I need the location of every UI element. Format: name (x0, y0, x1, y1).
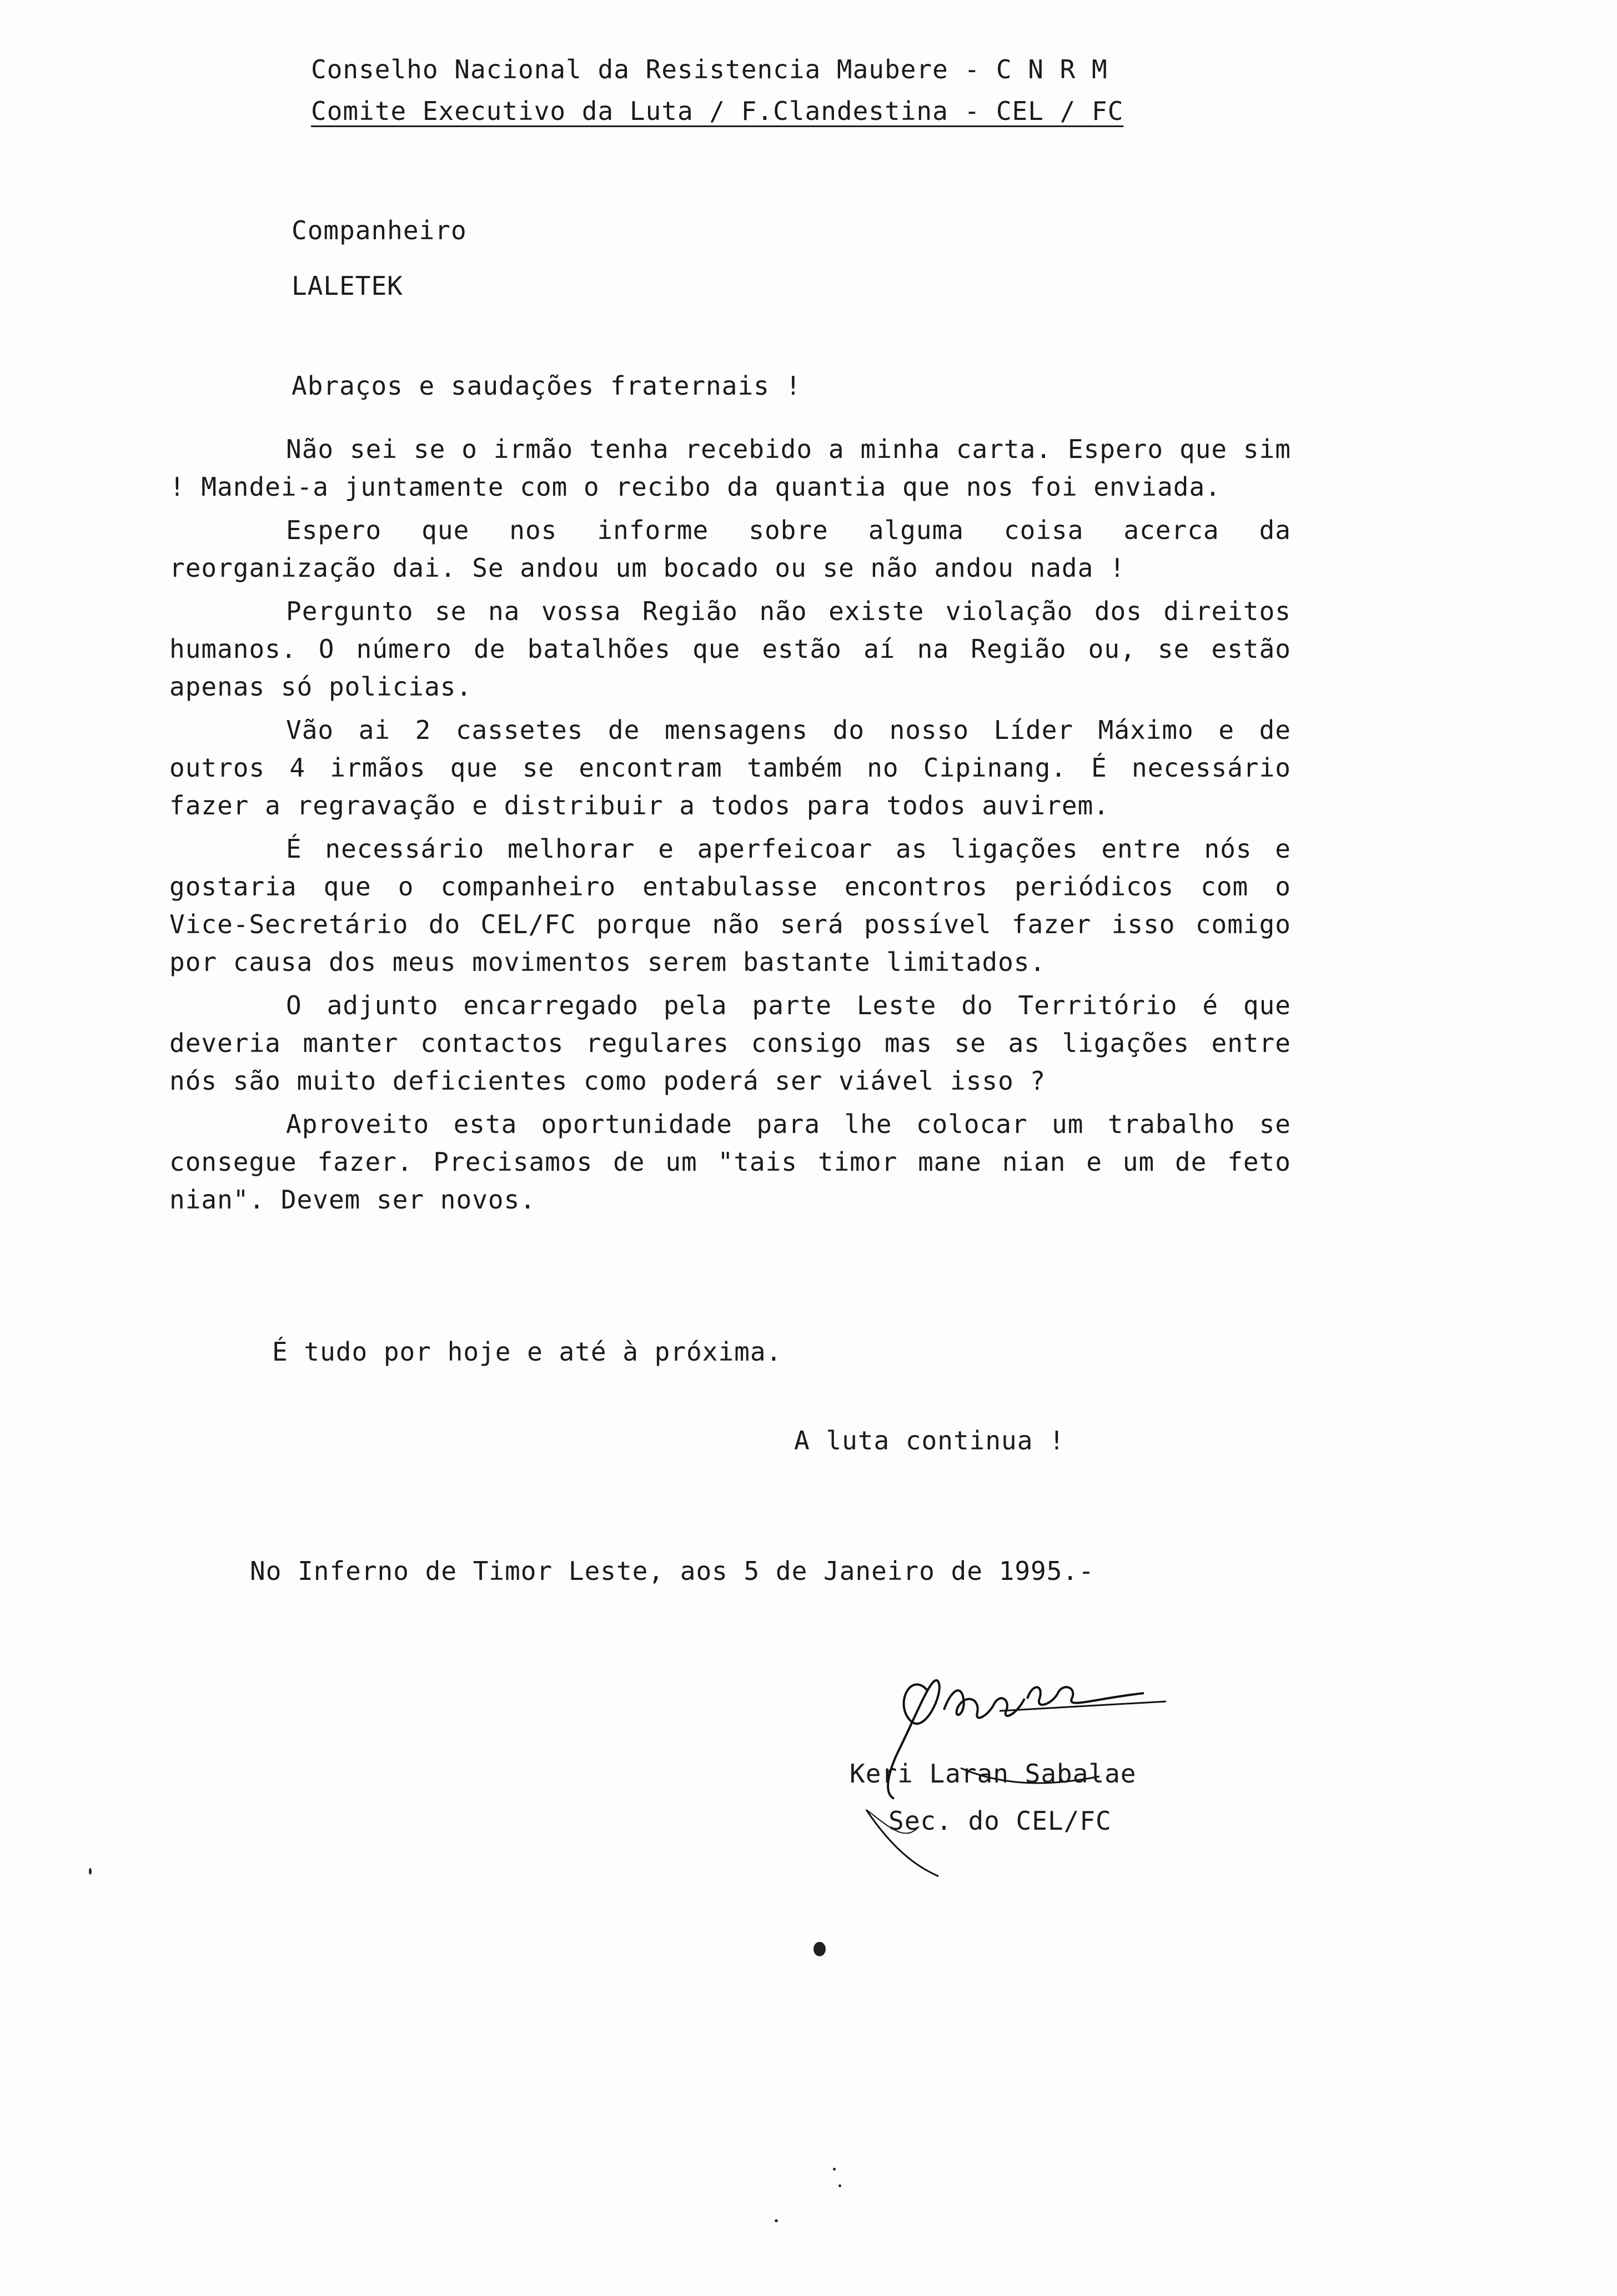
ink-speck (833, 2168, 836, 2171)
motto: A luta continua ! (794, 1426, 1065, 1456)
ink-speck (838, 2184, 841, 2187)
paragraph-7: Aproveito esta oportunidade para lhe colocar um trabalho se consegue fazer. Precisamos de um "tais timor mane nian e um de feto nian". Devem ser novos. (169, 1109, 1291, 1215)
header-organization: Conselho Nacional da Resistencia Maubere - C N R M (311, 54, 1108, 84)
paragraph-1: Não sei se o irmão tenha recebido a minha carta. Espero que sim ! Mandei-a juntamente com o recibo da quantia que nos foi enviada. (169, 434, 1291, 502)
place-date: No Inferno de Timor Leste, aos 5 de Janeiro de 1995.- (250, 1556, 1094, 1586)
paragraph-3: Pergunto se na vossa Região não existe violação dos direitos humanos. O número de batalhões que estão aí na Região ou, se estão apenas só policias. (169, 596, 1291, 702)
closing-line: É tudo por hoje e até à próxima. (272, 1337, 782, 1367)
ink-speck (775, 2219, 778, 2222)
paragraph-6: O adjunto encarregado pela parte Leste do Território é que deveria manter contactos regulares consigo mas se as ligações entre nós são muito deficientes como poderá ser viável isso ? (169, 990, 1291, 1096)
signatory-name: Keri Laran Sabalae (850, 1759, 1137, 1789)
ink-speck (813, 1942, 826, 1956)
recipient-salutation: Companheiro (292, 215, 467, 245)
paragraph-2: Espero que nos informe sobre alguma coisa acerca da reorganização dai. Se andou um bocado ou se não andou nada ! (169, 515, 1291, 583)
ink-speck (89, 1868, 92, 1875)
recipient-name: LALETEK (292, 271, 403, 301)
letter-body (169, 430, 1291, 1224)
greeting: Abraços e saudações fraternais ! (292, 371, 802, 401)
signatory-title: Sec. do CEL/FC (888, 1806, 1112, 1836)
header-committee: Comite Executivo da Luta / F.Clandestina - CEL / FC (311, 96, 1124, 126)
paragraph-5: É necessário melhorar e aperfeicoar as ligações entre nós e gostaria que o companheiro entabulasse encontros periódicos com o Vice-Secretário do CEL/FC porque não será possível fazer isso comigo por causa dos meus movimentos serem bastante limitados. (169, 834, 1291, 977)
paragraph-4: Vão ai 2 cassetes de mensagens do nosso Líder Máximo e de outros 4 irmãos que se encontram também no Cipinang. É necessário fazer a regravação e distribuir a todos para todos auvirem. (169, 715, 1291, 820)
